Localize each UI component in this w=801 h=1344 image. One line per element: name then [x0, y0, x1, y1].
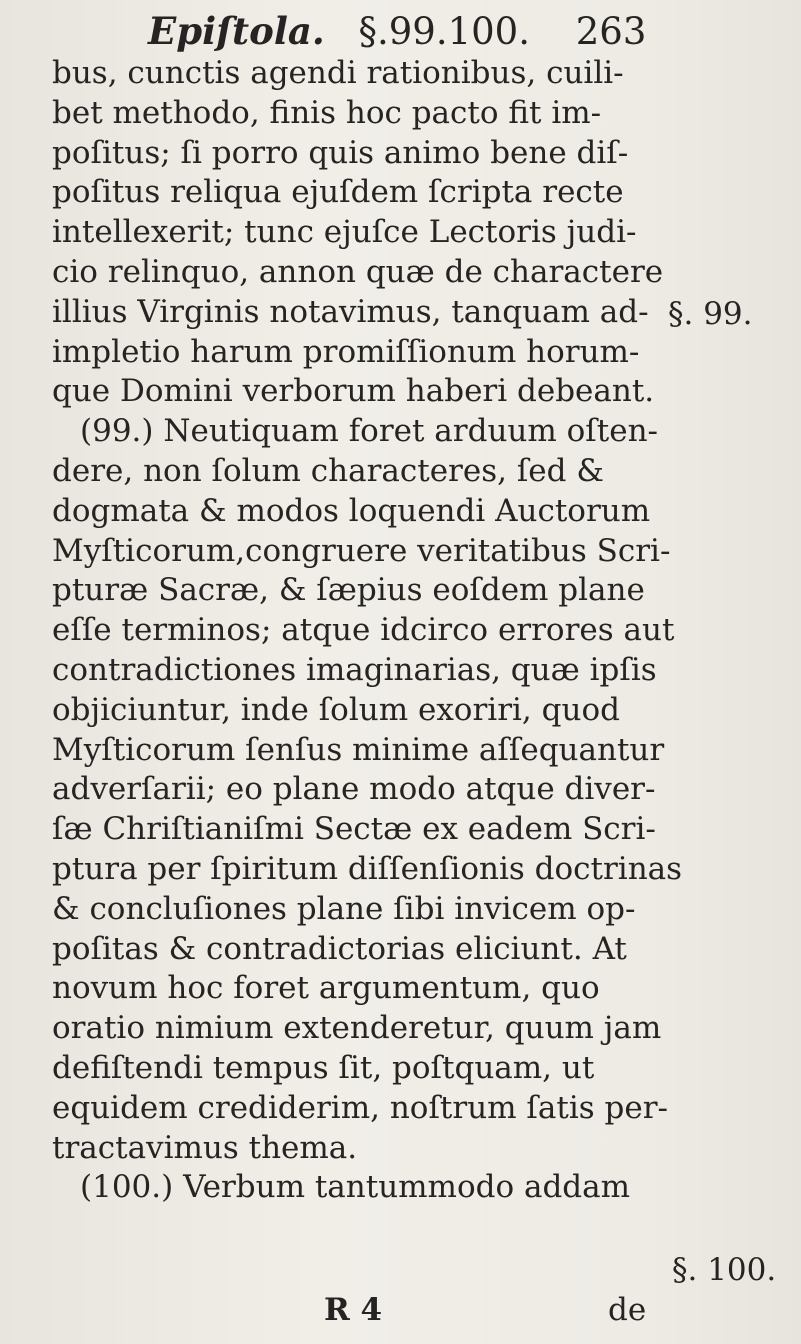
text-line: novum hoc foret argumentum, quo — [52, 970, 600, 1007]
running-header — [148, 6, 646, 56]
paragraph-start-99: (99.) Neutiquam foret arduum oſten- — [80, 413, 659, 450]
text-line: Myſticorum,congruere veritatibus Scri- — [52, 532, 671, 569]
paragraph-start-100: (100.) Verbum tantummodo addam — [80, 1169, 631, 1206]
margin-note-section-100: §. 100. — [672, 1252, 777, 1288]
text-line: cio relinquo, annon quæ de charactere — [52, 253, 664, 290]
margin-note-section-99: §. 99. — [668, 296, 753, 332]
signature-mark: R 4 — [324, 1292, 383, 1328]
text-line: objiciuntur, inde ſolum exoriri, quod — [52, 691, 620, 728]
page-number: 263 — [575, 10, 647, 53]
text-line: equidem crediderim, noſtrum ſatis per- — [52, 1089, 668, 1126]
text-line: que Domini verborum haberi debeant. — [52, 373, 655, 410]
text-line: poſitas & contradictorias eliciunt. At — [52, 930, 627, 967]
text-line: oratio nimium extenderetur, quum jam — [52, 1010, 662, 1047]
text-line: Myſticorum ſenſus minime aſſequantur — [52, 731, 665, 768]
catchword: de — [608, 1292, 647, 1328]
text-line: contradictiones imaginarias, quæ ipſis — [52, 651, 657, 688]
text-line: poſitus; ſi porro quis animo bene diſ- — [52, 134, 629, 171]
text-line: pturæ Sacræ, & ſæpius eoſdem plane — [52, 572, 645, 609]
text-line: intellexerit; tunc ejuſce Lectoris judi- — [52, 214, 637, 251]
text-line: impletio harum promiſſionum horum- — [52, 333, 640, 370]
text-line: dere, non ſolum characteres, ſed & — [52, 452, 604, 489]
text-line: bus, cunctis agendi rationibus, cuili- — [52, 55, 624, 91]
text-line: defiſtendi tempus ſit, poſtquam, ut — [52, 1049, 595, 1086]
text-line: illius Virginis notavimus, tanquam ad- — [52, 293, 649, 330]
text-line: adverſarii; eo plane modo atque diver- — [52, 771, 656, 808]
section-range: §.99.100. — [358, 10, 530, 53]
text-line: & concluſiones plane ſibi invicem op- — [52, 890, 636, 927]
text-line: ptura per ſpiritum diſſenſionis doctrinas — [52, 850, 683, 887]
text-line: bet methodo, finis hoc pacto fit im- — [52, 94, 602, 131]
text-line: ſæ Chriſtianiſmi Sectæ ex eadem Scri- — [52, 811, 656, 848]
running-title: Epiſtola. — [148, 9, 325, 53]
page-footer — [0, 1292, 801, 1332]
text-line: poſitus reliqua ejuſdem ſcripta recte — [52, 174, 624, 211]
text-line: eſſe terminos; atque idcirco errores aut — [52, 612, 675, 649]
text-line: dogmata & modos loquendi Auctorum — [52, 492, 651, 529]
text-line: tractavimus thema. — [52, 1129, 358, 1166]
body-text — [52, 54, 683, 1208]
